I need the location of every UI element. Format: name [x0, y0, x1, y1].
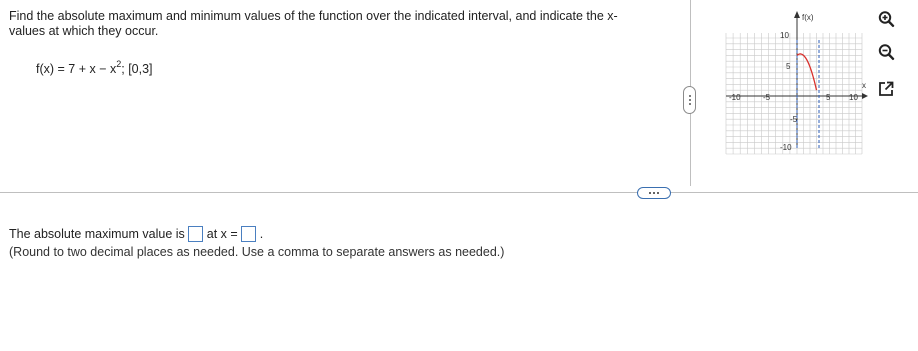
horizontal-resize-handle[interactable]: [637, 187, 671, 199]
popout-button[interactable]: [877, 80, 895, 98]
function-interval: ; [0,3]: [121, 62, 153, 77]
tick-label-y-neg5: -5: [790, 115, 798, 124]
answer-row: [9, 225, 504, 243]
tick-label-y-neg10: -10: [780, 143, 792, 152]
answer-max-label: The absolute maximum value is: [9, 227, 185, 241]
function-lhs: f(x) = 7 + x − x: [36, 62, 117, 77]
answer-period: .: [259, 227, 264, 241]
function-exponent: 2: [116, 59, 122, 69]
tick-label-x-5: 5: [826, 93, 831, 102]
horizontal-divider: [0, 192, 918, 193]
graph-grid: [726, 33, 862, 154]
tick-label-y-10: 10: [780, 31, 789, 40]
y-axis-arrow: [794, 11, 800, 18]
rounding-instructions: (Round to two decimal places as needed. Use a comma to separate answers as needed.): [9, 245, 505, 259]
vertical-resize-handle[interactable]: [683, 86, 696, 114]
max-value-input[interactable]: [188, 226, 203, 242]
graph-svg: [718, 8, 868, 156]
zoom-out-button[interactable]: [877, 43, 895, 61]
zoom-out-icon: [877, 43, 895, 61]
external-link-icon: [877, 80, 895, 98]
zoom-in-button[interactable]: [877, 10, 895, 28]
function-definition: [36, 60, 153, 76]
answer-section: [9, 225, 504, 261]
y-axis-label: f(x): [802, 13, 814, 22]
x-axis-arrow: [862, 93, 868, 99]
tick-label-y-5: 5: [786, 62, 791, 71]
max-x-input[interactable]: [241, 226, 256, 242]
tick-label-x-neg5: -5: [763, 93, 771, 102]
tick-label-x-10: 10: [849, 93, 858, 102]
answer-at-x-label: at x =: [206, 227, 238, 241]
tick-label-x-neg10: -10: [729, 93, 741, 102]
zoom-in-icon: [877, 10, 895, 28]
x-axis-label: x: [862, 81, 866, 90]
function-graph: [718, 8, 868, 156]
question-text: Find the absolute maximum and minimum values of the function over the indicated interval, and indicate the x-values at which they occur.: [9, 9, 618, 38]
function-curve: [797, 54, 817, 90]
